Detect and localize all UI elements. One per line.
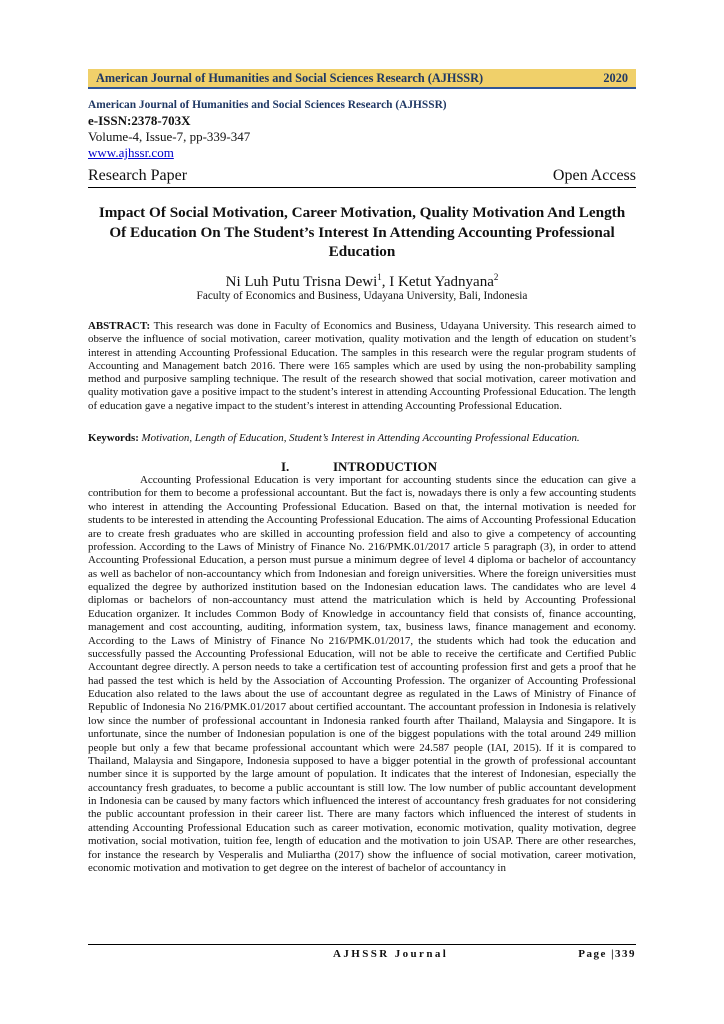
keywords-text: Motivation, Length of Education, Student’s Interest in Attending Accounting Professional Education. [138,432,580,444]
author-name: Ni Luh Putu Trisna Dewi [225,274,378,290]
paper-type-bar [88,165,636,188]
paper-type-label: Research Paper [88,167,188,184]
section-title: INTRODUCTION [333,459,438,474]
journal-meta [88,98,636,161]
section-number: I. [281,459,290,474]
abstract-label: ABSTRACT: [88,320,151,332]
abstract-text: This research was done in Faculty of Economics and Business, Udayana University. This research aimed to observe the influence of social motivation, career motivation, quality motivation and the length of education on student’s interest in attending Accounting Professional Education. The samples in this research were the regular program students of Accounting and Management batch 2016. There were 165 samples which are used by using the non-probability sampling method and purposive sampling technique. The result of the research showed that social motivation, career motivation and quality motivation gave a positive impact to the student’s interest in attending Accounting Professional Education. The length of education gave a negative impact to the student’s interest in attending Accounting Professional Education. [88,320,636,412]
keywords-label: Keywords: [88,432,139,444]
issn: e-ISSN:2378-703X [88,113,191,128]
abstract [88,320,636,413]
author-superscript: 2 [493,272,499,282]
access-type-label: Open Access [552,167,636,184]
header-journal-title: American Journal of Humanities and Social Sciences Research (AJHSSR) [96,70,484,85]
journal-url-link[interactable]: www.ajhssr.com [88,145,174,160]
author-name: I Ketut Yadnyana [389,274,494,290]
keywords [88,432,636,445]
authors [88,268,636,291]
journal-header-bar [88,69,636,89]
intro-paragraph: Accounting Professional Education is very important for accounting students since the education can give a contribution for them to become a professional accountant. But the fact is, nowadays there is only a few accounting students who interest in attending the Accounting Professional Education. Based on that, the internal motivation is needed for students to be interested in attending the Accounting Professional Education. The aims of Accounting Professional Education are to create fresh graduates who are skilled in accounting profession field and also to give a competency of accounting profession. According to the Laws of Ministry of Finance No. 216/PMK.01/2017 article 5 paragraph (3), in order to attend Accounting Professional Education, a person must pursue a minimum degree of level 4 diploma or bachelor of accountancy as well as bachelor of non-accountancy which from Indonesian and foreign universities. Where the foreign universities must equalized the degree by authorized institution based on the Indonesian education laws. The candidates who are level 4 diplomas or bachelors of non-accountancy must attend the matriculation which is held by Accounting Professional Education organizer. It includes Common Body of Knowledge in accountancy field that consists of, finance accounting, management and cost accounting, auditing, information system, tax, business laws, finance management and economy. According to the Laws of Ministry of Finance No 216/PMK.01/2017, the students which had took the education and successfully passed the Accounting Professional Education, will not be able to receive the certificate and Certified Public Accountant degree directly. A person needs to take a certification test of accounting profession first and gets a proof that he had passed the test which is held by the Association of Accounting Profession. The organizer of Accounting Professional Education also related to the laws about the use of accountant degree as regulated in the Laws of Ministry of Finance of Republic of Indonesia No 216/PMK.01/2017 about certified accountant. The accountant profession in Indonesia is relatively low since the number of professional accountant in Indonesia ranked fourth after Thailand, Malaysia and Singapore. It is unfortunate, since the number of Indonesian population is one of the biggest populations with the total around 249 million people but only a few that became professional accountant which were 24.587 people (IAI, 2015). If it is compared to Thailand, Malaysia and Singapore, Indonesia supposed to have a bigger potential in the growth of professional accountant number since it is supported by the large amount of population. It indicates that the interest of Indonesian, especially the accountancy fresh graduates, to become a public accountant is still low. The low number of public accountant development in Indonesia can be caused by many factors which influenced the interest of accountancy fresh graduates for not considering the public accountant profession in their career list. There are many factors which influenced the interest of students in attending Accounting Professional Education such as career motivation, economic motivation, quality motivation, degree motivation, social motivation, tuition fee, length of education and the motivation to join USAP. There are other researches, for instance the research by Vesperalis and Muliartha (2017) show the influence of social motivation, career motivation, economic motivation and motivation to get degree on the interest of bachelor of accountancy in [88,474,636,874]
paper-title: Impact Of Social Motivation, Career Motivation, Quality Motivation And Length Of Education On The Student’s Interest In Attending Accounting Professional Education [98,204,626,260]
page-number: Page |339 [578,948,636,960]
footer-journal: AJHSSR Journal [333,948,449,960]
journal-name: American Journal of Humanities and Social Sciences Research (AJHSSR) [88,99,447,111]
author-superscript: 1 [377,272,382,282]
author-separator: , [381,274,390,290]
header-year: 2020 [603,70,628,85]
volume-issue: Volume-4, Issue-7, pp-339-347 [88,129,251,144]
affiliation: Faculty of Economics and Business, Udayana University, Bali, Indonesia [196,290,528,302]
page-footer [88,944,636,963]
